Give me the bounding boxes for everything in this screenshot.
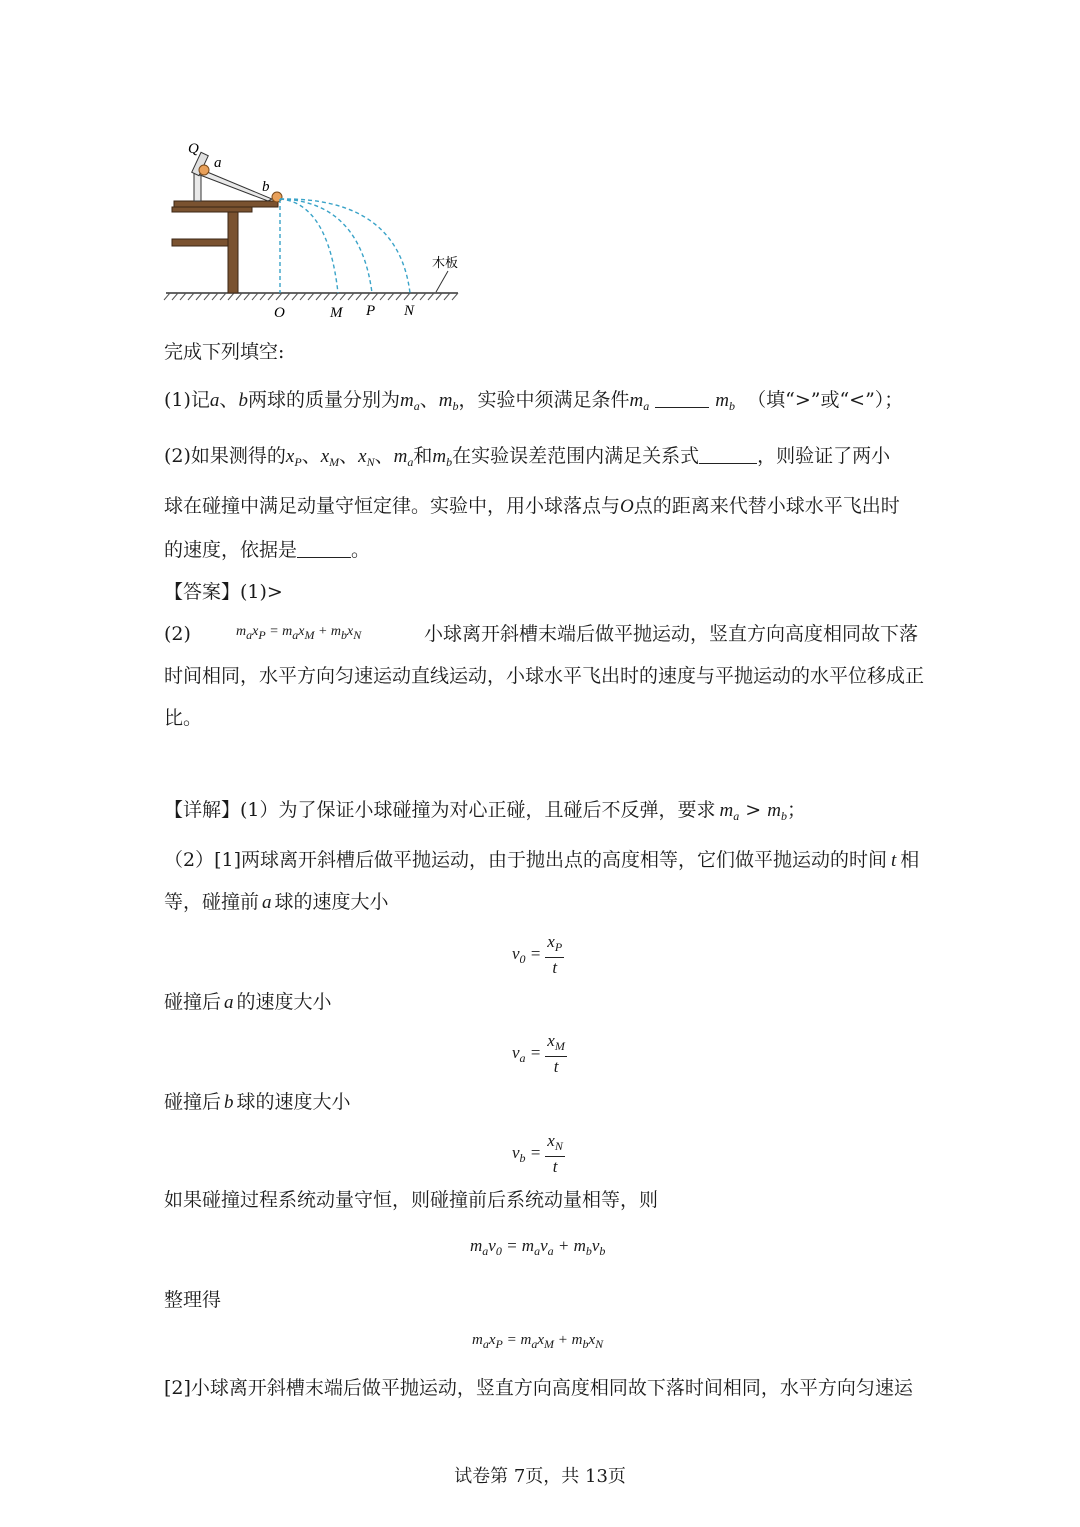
q2-line2: 球在碰撞中满足动量守恒定律。实验中，用小球落点与 bbox=[164, 495, 621, 517]
label-M: M bbox=[330, 305, 343, 321]
answer-2-prefix: (2) bbox=[164, 623, 191, 645]
q1-a: a bbox=[209, 390, 220, 411]
q1-sep2: 、 bbox=[419, 389, 439, 411]
detail-cons: 如果碰撞过程系统动量守恒，则碰撞前后系统动量相等，则 bbox=[164, 1189, 659, 1211]
question-2-line3 bbox=[164, 536, 370, 564]
table-shelf bbox=[172, 239, 228, 246]
detail-l3v: a bbox=[262, 892, 272, 913]
detail-l2t: t bbox=[891, 850, 897, 871]
q2-O: O bbox=[620, 496, 634, 517]
label-N: N bbox=[404, 303, 415, 319]
intro-text: 完成下列填空: bbox=[164, 341, 285, 363]
table-top-lower bbox=[172, 207, 252, 212]
q1-mb2-sub: b bbox=[729, 399, 736, 413]
question-1 bbox=[164, 386, 903, 420]
q2-sep3: 、 bbox=[374, 445, 394, 467]
answer-label: 【答案】(1)> bbox=[164, 581, 283, 603]
label-O: O bbox=[274, 305, 285, 321]
q2-and: 和 bbox=[413, 445, 433, 467]
detail-line-2 bbox=[164, 846, 919, 875]
q1-t1: 两球的质量分别为 bbox=[247, 389, 400, 411]
table-top bbox=[174, 201, 278, 207]
q1-prefix: (1)记 bbox=[164, 389, 210, 411]
eq-v0: $v_0$ = $\frac{x_P}{t}$ bbox=[512, 932, 563, 977]
q1-ma-sub: a bbox=[413, 399, 420, 413]
q2-t1: 在实验误差范围内满足关系式 bbox=[452, 445, 700, 467]
q2-xm: x bbox=[320, 446, 330, 467]
detail-after2v: b bbox=[224, 1092, 234, 1113]
detail-after2a: 碰撞后 bbox=[164, 1091, 222, 1113]
eq-vb: $v_b$ = $\frac{x_N}{t}$ bbox=[512, 1131, 563, 1176]
q2-ma-sub: a bbox=[407, 455, 414, 469]
detail-l2end: 相 bbox=[900, 849, 920, 871]
detail-l3b: 球的速度大小 bbox=[274, 891, 389, 913]
detail-after-2 bbox=[164, 1088, 351, 1117]
q2-line3: 的速度，依据是 bbox=[164, 539, 298, 561]
detail-label: 【详解】 bbox=[164, 799, 241, 821]
detail-line-1: 【详解】(1）为了保证小球碰撞为对心正碰，且碰后不反弹，要求 $m_a > m_b$； bbox=[164, 799, 807, 823]
answer-2-line bbox=[164, 620, 191, 648]
page-footer: 试卷第 7页，共 13页 bbox=[454, 1466, 626, 1487]
table-leg bbox=[228, 212, 238, 293]
q2-t2: ，则验证了两小 bbox=[757, 445, 891, 467]
answer-text-1: 小球离开斜槽末端后做平抛运动，竖直方向高度相同故下落 bbox=[424, 623, 919, 645]
q2-ma: m bbox=[393, 446, 408, 467]
detail-l1b: ； bbox=[787, 799, 807, 821]
q1-t2: ，实验中须满足条件 bbox=[458, 389, 630, 411]
q1-b: b bbox=[238, 390, 248, 411]
question-2-line1 bbox=[164, 442, 890, 476]
q2-prefix: (2)如果测得的 bbox=[164, 445, 286, 467]
q1-ma2-sub: a bbox=[643, 399, 650, 413]
q1-ma2: m bbox=[629, 390, 644, 411]
eq-va: $v_a$ = $\frac{x_M}{t}$ bbox=[512, 1031, 565, 1076]
trajectories bbox=[280, 199, 410, 293]
q2-blank-2[interactable] bbox=[297, 541, 351, 558]
q2-line3-end: 。 bbox=[351, 539, 371, 561]
label-a: a bbox=[214, 155, 222, 171]
chute-stand bbox=[194, 173, 201, 201]
detail-after1b: 的速度大小 bbox=[236, 991, 332, 1013]
label-P: P bbox=[366, 303, 376, 319]
label-board: 木板 bbox=[432, 256, 459, 271]
detail-after2b: 球的速度大小 bbox=[236, 1091, 351, 1113]
q2-xn: x bbox=[358, 446, 367, 467]
detail-line-3 bbox=[164, 888, 389, 917]
detail-l1a: (1）为了保证小球碰撞为对心正碰，且碰后不反弹，要求 bbox=[240, 799, 716, 821]
q1-mb-sub: b bbox=[452, 399, 459, 413]
label-Q: Q bbox=[188, 141, 199, 157]
q2-line2b: 点的距离来代替小球水平飞出时 bbox=[633, 495, 900, 517]
q2-blank-1[interactable] bbox=[699, 447, 757, 464]
detail-l2: （2）[1]两球离开斜槽后做平抛运动，由于抛出点的高度相等，它们做平抛运动的时间 bbox=[164, 849, 888, 871]
ball-a bbox=[199, 165, 209, 175]
answer-formula: maxP = maxM + mbxN bbox=[236, 624, 362, 642]
q2-xm-sub: M bbox=[329, 455, 340, 469]
answer-text-2: 时间相同，水平方向匀速运动直线运动，小球水平飞出时的速度与平抛运动的水平位移成正 bbox=[164, 665, 925, 687]
q1-mb2: m bbox=[715, 390, 730, 411]
eq-final: $m_ax_P = m_ax_M + m_bx_N$ bbox=[472, 1332, 604, 1351]
detail-after-1 bbox=[164, 988, 332, 1017]
detail-zhengli: 整理得 bbox=[164, 1289, 222, 1311]
label-b: b bbox=[262, 179, 270, 195]
q1-t3: （填“>”或“<”）； bbox=[747, 389, 904, 411]
ground-hatch bbox=[164, 293, 458, 300]
detail-after1a: 碰撞后 bbox=[164, 991, 222, 1013]
q2-mb-sub: b bbox=[446, 455, 453, 469]
eq-momentum: $m_av_0 = m_av_a + m_bv_b$ bbox=[470, 1236, 606, 1258]
experiment-figure bbox=[160, 135, 470, 325]
q2-xp-sub: P bbox=[294, 455, 302, 469]
q2-sep2: 、 bbox=[339, 445, 359, 467]
question-2-line2 bbox=[164, 492, 900, 521]
q1-blank[interactable] bbox=[655, 391, 709, 408]
q1-mb: m bbox=[438, 390, 453, 411]
q2-xn-sub: N bbox=[366, 455, 375, 469]
q2-xp: x bbox=[285, 446, 295, 467]
q2-mb: m bbox=[432, 446, 447, 467]
detail-l3a: 等，碰撞前 bbox=[164, 891, 260, 913]
q2-sep1: 、 bbox=[301, 445, 321, 467]
detail-after1v: a bbox=[224, 992, 234, 1013]
q1-sep1: 、 bbox=[219, 389, 239, 411]
answer-text-3: 比。 bbox=[164, 707, 203, 729]
detail-last: [2]小球离开斜槽末端后做平抛运动，竖直方向高度相同故下落时间相同，水平方向匀速运 bbox=[164, 1377, 913, 1399]
q1-ma: m bbox=[399, 390, 414, 411]
board-pointer bbox=[436, 271, 448, 292]
